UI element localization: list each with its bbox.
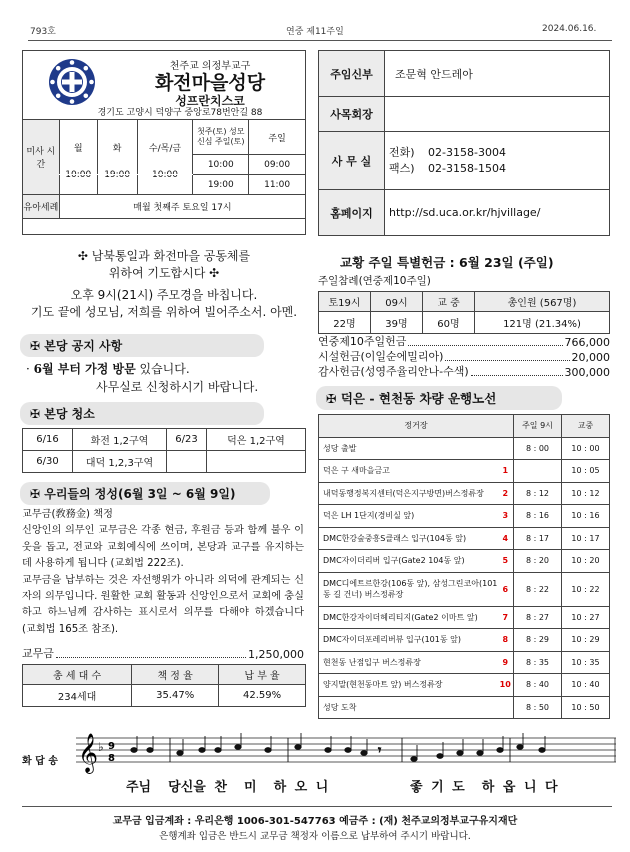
bus-stop-number: 4 [498, 527, 514, 550]
treble-clef-icon: 𝄞 [78, 733, 99, 773]
offering-body [22, 507, 304, 638]
phone-number[interactable]: 02-3158-3004 [428, 145, 506, 159]
offering-heading: ✠ 우리들의 정성(6월 3일 ~ 6월 9일) [20, 482, 270, 505]
cleaning-cell: 6/23 [167, 429, 207, 451]
offering-total-row [22, 646, 304, 661]
cleaning-cell [207, 451, 306, 473]
attend-header: 토19시 [319, 292, 371, 312]
bus-stop-row [319, 572, 610, 606]
infant-baptism-label: 유아세례 [23, 195, 60, 219]
note-head [235, 745, 241, 750]
pastor-label: 주임신부 [319, 51, 385, 97]
prayer-block [22, 248, 306, 321]
bus-header: 교중 [562, 415, 610, 438]
attendance-title: 주일참례(연중제10주일) [318, 275, 431, 287]
stats-header: 납 부 율 [219, 665, 306, 685]
special-offering-row: 감사헌금(성영주율리안나-수색) 300,000 [318, 365, 610, 379]
bus-time-main: 10 : 50 [562, 696, 610, 719]
note-head [215, 748, 221, 753]
hymn-label: 화 답 송 [22, 756, 58, 767]
bus-time-9am: 8 : 29 [514, 629, 562, 652]
footer-account: 교무금 입금계좌 : 우리은행 1006-301-547763 예금주 : (재) 천주교의정부교구유지재단 [112, 816, 518, 827]
hymn-lyric-2: 좋 기 도 하 옵 니 다 [410, 780, 558, 795]
bus-stop-name: DMC디에트르한강(106동 앞), 삼성그린코아(101동 길 건너) 버스정류장 [319, 572, 498, 606]
council-label: 사목회장 [319, 97, 385, 132]
bus-header: 정거장 [319, 415, 514, 438]
note-head [199, 748, 205, 753]
note-head [147, 748, 153, 753]
col-mon: 월 [59, 120, 97, 175]
cross-bullet-icon: ✠ [30, 487, 41, 501]
attend-header: 교 중 [423, 292, 475, 312]
bus-stop-row [319, 437, 610, 460]
issue-number: 793호 [30, 27, 56, 37]
bus-stop-name: 덕은 구 새마을금고 [319, 460, 498, 483]
cross-bullet-icon: ✠ [326, 391, 337, 406]
parish-patron: 성프란치스코 [175, 94, 245, 108]
header-rule [28, 40, 612, 41]
prayer-line-4: 기도 끝에 성모님, 저희를 위하여 빌어주소서. 아멘. [30, 305, 298, 319]
infant-baptism-value: 매월 첫째주 토요일 17시 [59, 195, 305, 219]
bus-time-main: 10 : 40 [562, 674, 610, 697]
note-head [457, 751, 463, 756]
bus-stop-name: 내덕동행정복지센터(덕은지구방면)버스정류장 [319, 482, 498, 505]
bus-time-9am: 8 : 00 [514, 437, 562, 460]
cross-icon: ✣ [209, 266, 220, 280]
bus-stop-name: 성당 도착 [319, 696, 498, 719]
bus-time-main: 10 : 00 [562, 437, 610, 460]
prayer-line-1: 남북통일과 화전마을 공동체를 [91, 249, 251, 263]
bus-stop-row [319, 505, 610, 528]
bus-stop-row [319, 527, 610, 550]
bus-stop-name: DMC한강자이더헤리티지(Gate2 이마트 앞) [319, 606, 498, 629]
bus-route-table [318, 414, 610, 719]
mass-schedule-table [22, 119, 306, 219]
notice-heading: ✠ 본당 공지 사항 [20, 334, 264, 357]
bus-time-9am: 8 : 50 [514, 696, 562, 719]
bus-stop-name: 덕은 LH 1단지(경비실 앞) [319, 505, 498, 528]
bus-time-9am [514, 460, 562, 483]
bus-time-main: 10 : 35 [562, 651, 610, 674]
notice-line-2: 사무실로 신청하시기 바랍니다. [96, 380, 259, 394]
cross-bullet-icon: ✠ [30, 339, 41, 353]
note-head [411, 757, 417, 762]
rest-icon: 𝄾 [378, 743, 382, 757]
bus-time-main: 10 : 05 [562, 460, 610, 483]
note-head [477, 751, 483, 756]
stats-value: 42.59% [219, 685, 306, 707]
bus-stop-row [319, 606, 610, 629]
bus-stop-row [319, 629, 610, 652]
bus-stop-number: 2 [498, 482, 514, 505]
bus-stop-number: 5 [498, 550, 514, 573]
cross-icon: ✣ [77, 249, 88, 263]
bus-time-main: 10 : 17 [562, 527, 610, 550]
bus-stop-name: 양지말(현천동마트 앞) 버스정류장 [319, 674, 498, 697]
note-head [539, 748, 545, 753]
col-wed-fri: 수/목/금 [137, 120, 193, 175]
cleaning-cell: 덕은 1,2구역 [207, 429, 306, 451]
notice-body: · 6월 부터 가정 방문 있습니다. 사무실로 신청하시기 바랍니다. [26, 360, 306, 396]
web-label: 홈페이지 [319, 190, 385, 236]
footer-note: 은행계좌 입금은 반드시 교무금 책정자 이름으로 납부하여 주시기 바랍니다. [159, 831, 471, 842]
note-head [177, 751, 183, 756]
bus-stop-number: 8 [498, 629, 514, 652]
stats-value: 35.47% [132, 685, 219, 707]
col-tue: 화 [97, 120, 137, 175]
parish-info-table [318, 50, 610, 236]
dot-leader [56, 657, 246, 658]
note-head [437, 754, 443, 759]
notice-bold: 6월 부터 가정 방문 [33, 362, 136, 376]
cross-bullet-icon: ✠ [30, 407, 41, 421]
sat-time-1: 10:00 [193, 155, 249, 175]
bus-stop-row [319, 696, 610, 719]
bus-stop-name: 현천동 난점입구 버스정류장 [319, 651, 498, 674]
bus-time-9am: 8 : 22 [514, 572, 562, 606]
cleaning-table [22, 428, 306, 473]
bus-time-9am: 8 : 17 [514, 527, 562, 550]
bus-time-9am: 8 : 20 [514, 550, 562, 573]
cleaning-cell: 대덕 1,2,3구역 [73, 451, 167, 473]
bus-stop-row [319, 482, 610, 505]
notice-rest: 있습니다. [135, 362, 190, 376]
bus-heading: ✠ 덕은 - 현천동 차량 운행노선 [316, 386, 562, 410]
bus-stop-name: DMC자이더리버 입구(Gate2 104동 앞) [319, 550, 498, 573]
special-offering-row: 시설헌금(이일순에밀리아) 20,000 [318, 350, 610, 364]
bus-time-main: 10 : 12 [562, 482, 610, 505]
offering-paragraph-1: 신앙인의 의무인 교무금은 각종 현금, 후원금 등과 함께 불우 이웃을 돕고, 전교와 교회예식에 쓰이며, 본당과 교구를 유지하는데 사용하게 됩니다 (교회법 222조). [22, 525, 304, 570]
cleaning-heading: ✠ 본당 청소 [20, 402, 264, 425]
cleaning-cell: 화전 1,2구역 [73, 429, 167, 451]
mass-row-mask [59, 174, 193, 175]
prayer-line-3: 오후 9시(21시) 주모경을 바칩니다. [70, 288, 258, 302]
bus-time-9am: 8 : 40 [514, 674, 562, 697]
note-head [295, 745, 301, 750]
cleaning-cell: 6/16 [23, 429, 73, 451]
bus-stop-number: 9 [498, 651, 514, 674]
fax-number: 02-3158-1504 [428, 161, 506, 175]
bus-stop-number: 10 [498, 674, 514, 697]
bus-header: 주일 9시 [514, 415, 562, 438]
bus-stop-row [319, 550, 610, 573]
parish-logo-icon [48, 58, 96, 106]
note-head [497, 748, 503, 753]
bus-stop-row [319, 674, 610, 697]
bus-time-main: 10 : 16 [562, 505, 610, 528]
parish-name: 화전마을성당 [154, 72, 266, 94]
bus-time-main: 10 : 29 [562, 629, 610, 652]
note-head [517, 745, 523, 750]
time-signature: 9 [108, 741, 115, 752]
hymn-lyric-1: 주님 당신을 찬 미 하 오 니 [126, 780, 329, 795]
bus-stop-number: 7 [498, 606, 514, 629]
note-head [265, 748, 271, 753]
hymn-score [76, 730, 616, 780]
col-sun: 주일 [249, 120, 306, 155]
bus-time-9am: 8 : 12 [514, 482, 562, 505]
stats-value: 234세대 [23, 685, 132, 707]
sun-time-1: 09:00 [249, 155, 306, 175]
bus-stop-row [319, 460, 610, 483]
bus-stop-name: DMC한강숲중흥S클래스 입구(104동 앞) [319, 527, 498, 550]
footer-rule [22, 806, 612, 807]
special-offering-list [318, 334, 610, 379]
special-offering-row: 연중제10주일헌금 766,000 [318, 335, 610, 349]
attend-value: 60명 [423, 312, 475, 334]
fax-label: 팩스) [389, 161, 415, 175]
bus-stop-row [319, 651, 610, 674]
bus-stop-name: DMC자이더포레리버뷰 입구(101동 앞) [319, 629, 498, 652]
cleaning-cell [167, 451, 207, 473]
note-head [131, 748, 137, 753]
phone-label: 전화) [389, 145, 415, 159]
attend-header: 09시 [371, 292, 423, 312]
bus-stop-number [498, 437, 514, 460]
time-signature: 8 [108, 753, 115, 764]
stats-header: 책 정 율 [132, 665, 219, 685]
bus-stop-number [498, 696, 514, 719]
council-value [385, 97, 610, 132]
note-head [325, 748, 331, 753]
attend-value: 39명 [371, 312, 423, 334]
bus-time-9am: 8 : 16 [514, 505, 562, 528]
office-label: 사 무 실 [319, 132, 385, 190]
col-sat: 첫주(토) 성모신심 주일(토) [193, 120, 249, 155]
bus-time-main: 10 : 20 [562, 550, 610, 573]
attendance-table [318, 291, 610, 334]
note-head [345, 748, 351, 753]
liturgical-week: 연중 제11주일 [286, 27, 344, 37]
sun-time-2: 11:00 [249, 175, 306, 195]
bus-time-9am: 8 : 27 [514, 606, 562, 629]
note-head [361, 751, 367, 756]
diocese-name: 천주교 의정부교구 [169, 61, 251, 72]
bus-stop-name: 성당 출발 [319, 437, 498, 460]
cleaning-cell: 6/30 [23, 451, 73, 473]
offering-subtitle: 교무금(敎務金) 책정 [22, 509, 113, 520]
offering-paragraph-2: 교무금을 납부하는 것은 자선행위가 아니라 의덕에 관계되는 신자의 의무입니다. 원활한 교회 활동과 신앙인으로서 교회에 충실하고 하느님께 감사하는 표시로서 의무를 다해야 하겠습니다 (교회법 165조 참조). [22, 574, 304, 635]
special-offering-title: 교황 주일 특별헌금 : 6월 23일 (주일) [340, 255, 554, 270]
offering-total-label: 교무금 [22, 647, 54, 660]
parish-address: 경기도 고양시 덕양구 중앙로78번안길 88 [97, 108, 263, 118]
prayer-line-2: 위하여 기도합시다 [108, 266, 206, 280]
stats-header: 총 세 대 수 [23, 665, 132, 685]
mass-label: 미사 시간 [23, 120, 60, 195]
flat-sign-icon: ♭ [98, 740, 104, 754]
bus-time-main: 10 : 22 [562, 572, 610, 606]
bus-stop-number: 3 [498, 505, 514, 528]
bus-time-main: 10 : 27 [562, 606, 610, 629]
homepage-link[interactable]: http://sd.uca.or.kr/hjvillage/ [385, 190, 610, 236]
offering-total-value: 1,250,000 [248, 648, 304, 661]
bus-stop-number: 1 [498, 460, 514, 483]
attend-header: 총인원 (567명) [475, 292, 610, 312]
bus-time-9am: 8 : 35 [514, 651, 562, 674]
attend-value: 22명 [319, 312, 371, 334]
attend-value: 121명 (21.34%) [475, 312, 610, 334]
bus-stop-number: 6 [498, 572, 514, 606]
pastor-value: 조문혁 안드레아 [385, 51, 610, 97]
offering-stats-table [22, 664, 306, 707]
sat-time-2: 19:00 [193, 175, 249, 195]
issue-date: 2024.06.16. [542, 24, 597, 34]
